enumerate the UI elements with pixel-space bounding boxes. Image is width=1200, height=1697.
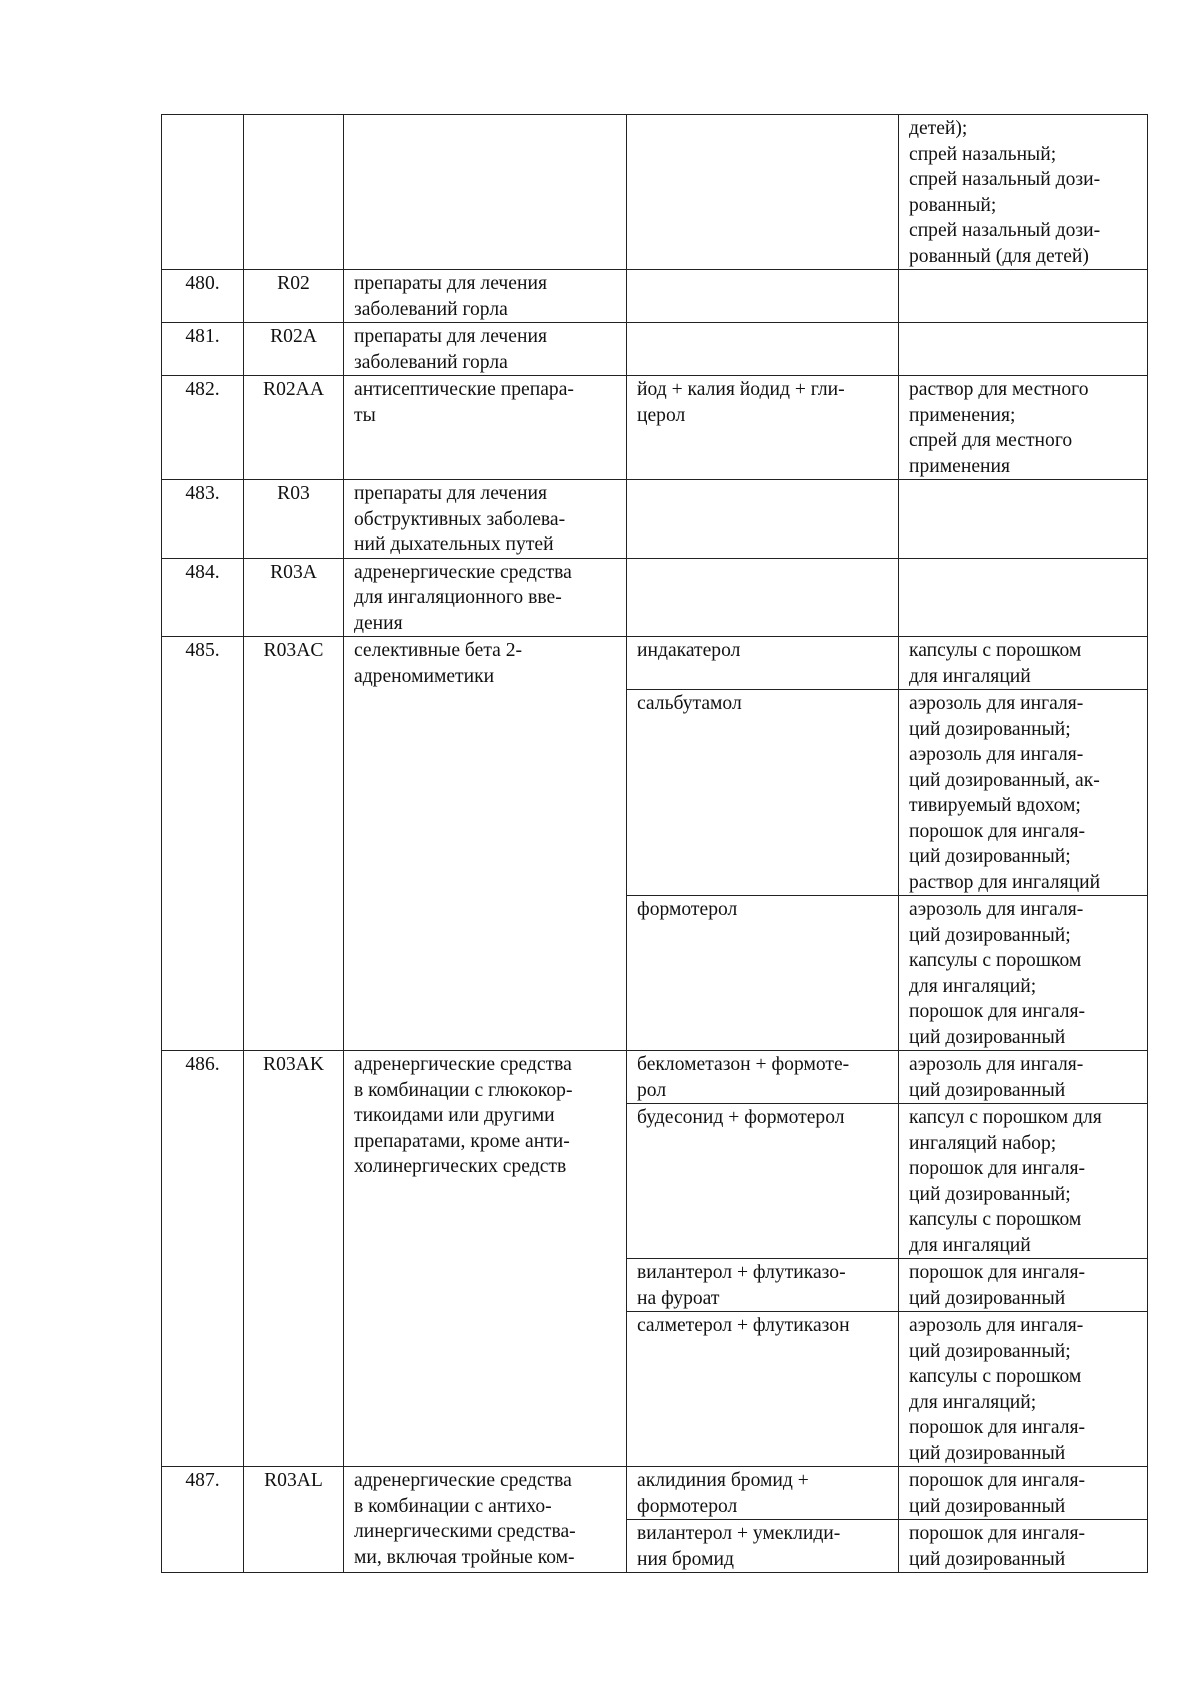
atc-group-cell: препараты для лечения заболеваний горла — [344, 323, 627, 376]
atc-code-cell: R02 — [244, 270, 344, 323]
row-number-cell: 485. — [162, 637, 244, 1051]
row-number-cell: 483. — [162, 480, 244, 559]
row-number-cell: 482. — [162, 376, 244, 480]
atc-group-cell: антисептические препара- ты — [344, 376, 627, 480]
drug-name-cell: вилантерол + флутиказо- на фуроат — [627, 1259, 899, 1312]
atc-group-cell: препараты для лечения обструктивных заболева- ний дыхательных путей — [344, 480, 627, 559]
table-row — [162, 376, 1148, 480]
drug-registry-table — [161, 114, 1148, 1573]
table-row — [162, 480, 1148, 559]
atc-code-cell — [244, 115, 344, 270]
dosage-form-cell — [899, 558, 1148, 637]
atc-group-cell — [344, 115, 627, 270]
atc-group-cell: препараты для лечения заболеваний горла — [344, 270, 627, 323]
atc-group-cell: адренергические средства в комбинации с антихо- линергическими средства- ми, включая тройные ком- — [344, 1467, 627, 1573]
dosage-form-cell: капсул с порошком для ингаляций набор; порошок для ингаля- ций дозированный; капсулы с порошком для ингаляций — [899, 1104, 1148, 1259]
drug-name-cell: беклометазон + формоте- рол — [627, 1051, 899, 1104]
row-number-cell: 484. — [162, 558, 244, 637]
atc-code-cell: R03AK — [244, 1051, 344, 1467]
atc-code-cell: R03AL — [244, 1467, 344, 1573]
dosage-form-cell: порошок для ингаля- ций дозированный — [899, 1467, 1148, 1520]
row-number-cell: 481. — [162, 323, 244, 376]
dosage-form-cell: аэрозоль для ингаля- ций дозированный; капсулы с порошком для ингаляций; порошок для ингаля- ций дозированный — [899, 896, 1148, 1051]
dosage-form-cell: аэрозоль для ингаля- ций дозированный; аэрозоль для ингаля- ций дозированный, ак- тивируемый вдохом; порошок для ингаля- ций дозированный; раствор для ингаляций — [899, 690, 1148, 896]
drug-name-cell: салметерол + флутиказон — [627, 1312, 899, 1467]
atc-group-cell: адренергические средства для ингаляционного вве- дения — [344, 558, 627, 637]
drug-name-cell: вилантерол + умеклиди- ния бромид — [627, 1520, 899, 1573]
drug-name-cell: аклидиния бромид + формотерол — [627, 1467, 899, 1520]
atc-group-cell: селективные бета 2- адреномиметики — [344, 637, 627, 1051]
table-row — [162, 558, 1148, 637]
dosage-form-cell: детей); спрей назальный; спрей назальный дози- рованный; спрей назальный дози- рованный (для детей) — [899, 115, 1148, 270]
table-row — [162, 1467, 1148, 1520]
drug-name-cell — [627, 558, 899, 637]
dosage-form-cell: аэрозоль для ингаля- ций дозированный; капсулы с порошком для ингаляций; порошок для ингаля- ций дозированный — [899, 1312, 1148, 1467]
row-number-cell — [162, 115, 244, 270]
drug-name-cell — [627, 115, 899, 270]
dosage-form-cell: раствор для местного применения; спрей для местного применения — [899, 376, 1148, 480]
table-body — [162, 115, 1148, 1573]
drug-name-cell — [627, 480, 899, 559]
drug-name-cell: индакатерол — [627, 637, 899, 690]
dosage-form-cell: порошок для ингаля- ций дозированный — [899, 1259, 1148, 1312]
dosage-form-cell: аэрозоль для ингаля- ций дозированный — [899, 1051, 1148, 1104]
drug-name-cell — [627, 323, 899, 376]
drug-name-cell — [627, 270, 899, 323]
atc-code-cell: R02A — [244, 323, 344, 376]
table-row — [162, 323, 1148, 376]
table-row — [162, 270, 1148, 323]
dosage-form-cell — [899, 480, 1148, 559]
table-row — [162, 1051, 1148, 1104]
atc-code-cell: R03 — [244, 480, 344, 559]
drug-name-cell: сальбутамол — [627, 690, 899, 896]
atc-code-cell: R03AC — [244, 637, 344, 1051]
dosage-form-cell — [899, 270, 1148, 323]
dosage-form-cell: порошок для ингаля- ций дозированный — [899, 1520, 1148, 1573]
atc-group-cell: адренергические средства в комбинации с глюкокор- тикоидами или другими препаратами, кроме анти- холинергических средств — [344, 1051, 627, 1467]
dosage-form-cell: капсулы с порошком для ингаляций — [899, 637, 1148, 690]
dosage-form-cell — [899, 323, 1148, 376]
atc-code-cell: R02AA — [244, 376, 344, 480]
drug-name-cell: будесонид + формотерол — [627, 1104, 899, 1259]
drug-name-cell: формотерол — [627, 896, 899, 1051]
row-number-cell: 480. — [162, 270, 244, 323]
table-row — [162, 115, 1148, 270]
row-number-cell: 487. — [162, 1467, 244, 1573]
atc-code-cell: R03A — [244, 558, 344, 637]
row-number-cell: 486. — [162, 1051, 244, 1467]
drug-name-cell: йод + калия йодид + гли- церол — [627, 376, 899, 480]
table-row — [162, 637, 1148, 690]
